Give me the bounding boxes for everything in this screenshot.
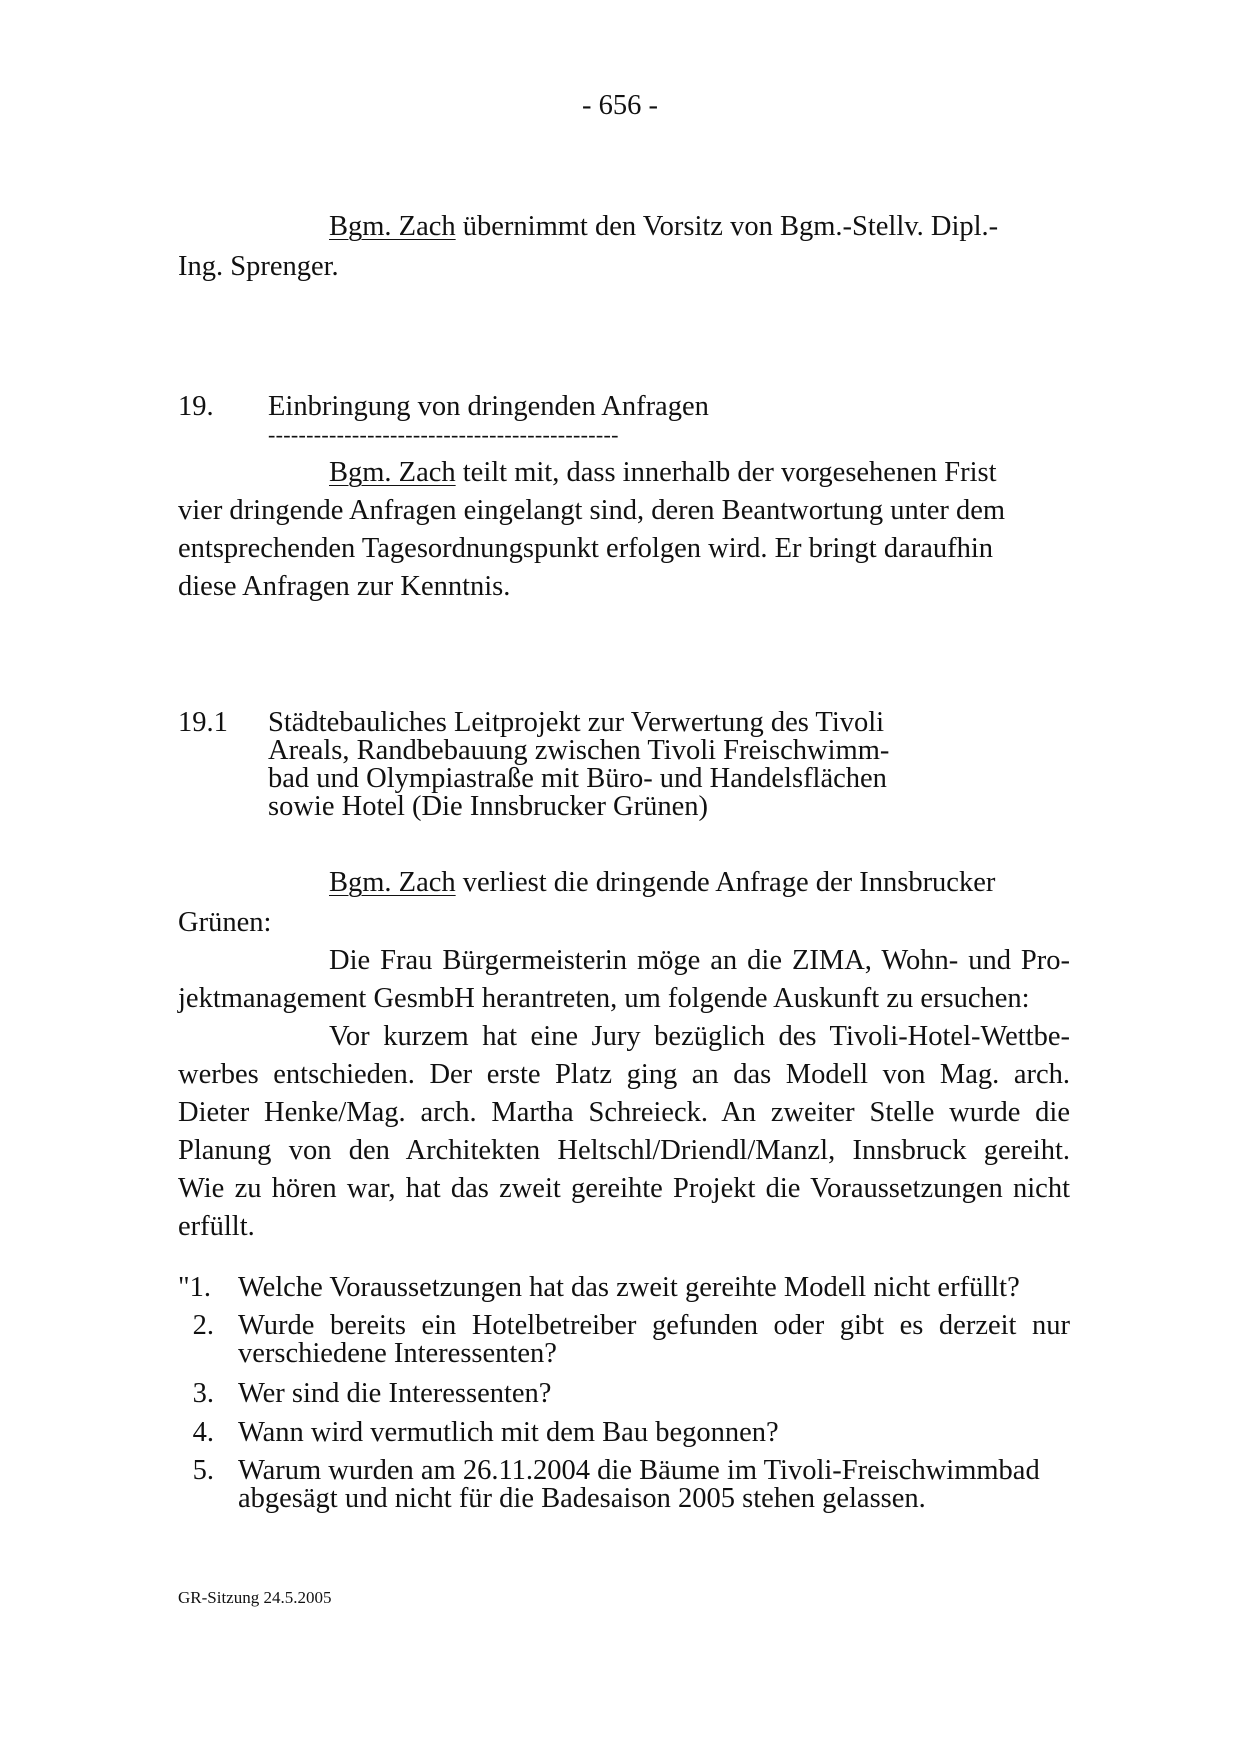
item-19-number: 19.: [178, 391, 214, 422]
page-number: - 656 -: [582, 90, 658, 121]
item-19-1-title-line4: sowie Hotel (Die Innsbrucker Grünen): [268, 791, 709, 822]
item-19-1-intro-line2: Grünen:: [178, 907, 272, 938]
body-line2: werbes entschieden. Der erste Platz ging an das Modell von Mag. arch.: [178, 1059, 1070, 1090]
item-19-1-title-line3: bad und Olympiastraße mit Büro- und Handelsflächen: [268, 763, 887, 794]
question-3-number: 3.: [192, 1378, 214, 1409]
question-2-number: 2.: [192, 1310, 214, 1341]
question-1-text: Welche Voraussetzungen hat das zweit gereihte Modell nicht erfüllt?: [238, 1272, 1020, 1303]
item-19-paragraph-line4: diese Anfragen zur Kenntnis.: [178, 571, 511, 602]
body-line5: Wie zu hören war, hat das zweit gereihte Projekt die Voraussetzungen nicht: [178, 1173, 1070, 1204]
chair-paragraph-line1: Bgm. Zach übernimmt den Vorsitz von Bgm.-Stellv. Dipl.-: [329, 211, 999, 242]
item-19-1-title-line1: Städtebauliches Leitprojekt zur Verwertung des Tivoli: [268, 707, 885, 738]
item-19-paragraph-line2: vier dringende Anfragen eingelangt sind, deren Beantwortung unter dem: [178, 495, 1006, 526]
question-2-text-line2: verschiedene Interessenten?: [238, 1338, 557, 1369]
item-19-paragraph-line1: Bgm. Zach teilt mit, dass innerhalb der vorgesehenen Frist: [329, 457, 997, 488]
item-19-title: Einbringung von dringenden Anfragen: [268, 391, 709, 422]
body-line1: Vor kurzem hat eine Jury bezüglich des Tivoli-Hotel-Wettbe-: [329, 1021, 1070, 1052]
item-19-1-number: 19.1: [178, 707, 228, 738]
body-line4: Planung von den Architekten Heltschl/Driendl/Manzl, Innsbruck gereiht.: [178, 1135, 1070, 1166]
item-19-paragraph-line3: entsprechenden Tagesordnungspunkt erfolgen wird. Er bringt daraufhin: [178, 533, 994, 564]
body-line3: Dieter Henke/Mag. arch. Martha Schreieck. An zweiter Stelle wurde die: [178, 1097, 1070, 1128]
question-5-text-line2: abgesägt und nicht für die Badesaison 2005 stehen gelassen.: [238, 1483, 926, 1514]
item-19-1-intro-line1: Bgm. Zach verliest die dringende Anfrage der Innsbrucker: [329, 867, 996, 898]
speaker-name: Bgm. Zach: [329, 457, 456, 488]
question-2-text-line1: Wurde bereits ein Hotelbetreiber gefunden oder gibt es derzeit nur: [238, 1310, 1070, 1341]
question-3-text: Wer sind die Interessenten?: [238, 1378, 552, 1409]
question-4-number: 4.: [192, 1417, 214, 1448]
item-19-1-title-line2: Areals, Randbebauung zwischen Tivoli Freischwimm-: [268, 735, 890, 766]
speaker-name: Bgm. Zach: [329, 211, 456, 242]
request-line2: jektmanagement GesmbH herantreten, um folgende Auskunft zu ersuchen:: [178, 983, 1030, 1014]
speaker-name: Bgm. Zach: [329, 867, 456, 898]
question-4-text: Wann wird vermutlich mit dem Bau begonnen?: [238, 1417, 779, 1448]
question-1-number: "1.: [178, 1272, 212, 1303]
body-line6: erfüllt.: [178, 1211, 255, 1242]
request-line1: Die Frau Bürgermeisterin möge an die ZIMA, Wohn- und Pro-: [329, 945, 1070, 976]
footer-session-date: GR-Sitzung 24.5.2005: [178, 1588, 332, 1607]
question-5-text-line1: Warum wurden am 26.11.2004 die Bäume im Tivoli-Freischwimmbad: [238, 1455, 1040, 1486]
chair-paragraph-line2: Ing. Sprenger.: [178, 251, 339, 282]
item-19-dashes: ----------------------------------------------: [268, 422, 619, 447]
question-5-number: 5.: [192, 1455, 214, 1486]
